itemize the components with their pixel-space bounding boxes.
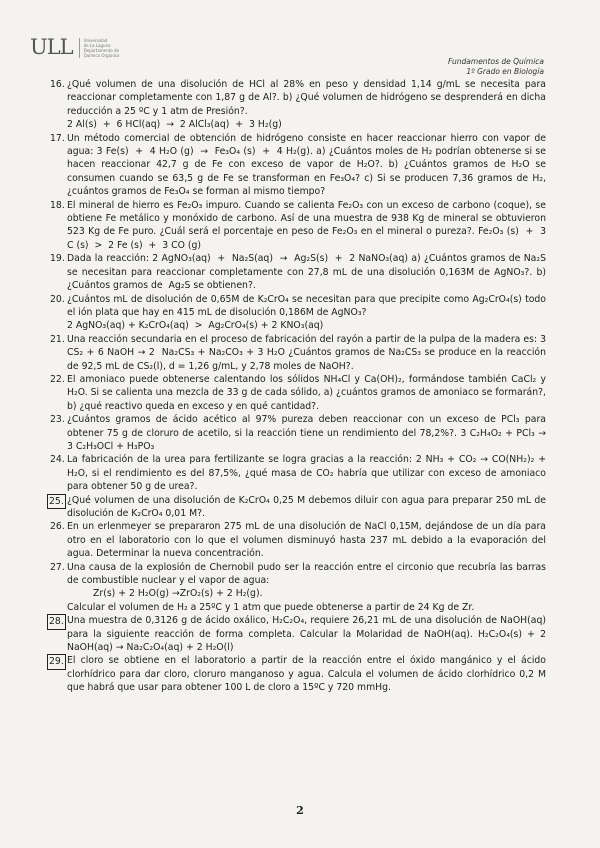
logo-mark: ULL [30,35,73,59]
reaction-equation: 2 Al(s) + 6 HCl(aq) → 2 AlCl₃(aq) + 3 H₂(g) [67,119,282,131]
question-text: ¿Cuántos mL de disolución de 0,65M de K₂CrO₄ se necesitan para que precipite como Ag₂CrO₄(s) todo el ión plata que hay en 415 mL de disolución 0,186M de AgNO₃? [67,293,549,318]
question-text: Un método comercial de obtención de hidrógeno consiste en hacer reaccionar hierro con vapor de agua: 3 Fe(s) + 4 H₂O (g) → Fe₃O₄ (s) + 4 H₂(g). a) ¿Cuántos moles de H₂ podrían obtenerse si se hacen reaccionar 42,7 g de Fe con exceso de vapor de H₂O?. b) ¿Cuántos gramos de H₂O se consumen cuando se 63,5 g de Fe se transforman en Fe₃O₄? c) Si se producen 7,36 gramos de H₂, ¿cuántos gramos de Fe₃O₄ se forman al mismo tiempo? [67,132,549,198]
question-number: 29. [47,654,66,669]
course-header [448,57,544,77]
question-text: En un erlenmeyer se prepararon 275 mL de una disolución de NaCl 0,15M, dejándose de un día para otro en el laboratorio con lo que el volumen disminuyó hasta 237 mL debido a la evaporación del agua. Determinar la nueva concentración. [67,521,549,560]
course-title: Fundamentos de Química [448,57,544,66]
question-number: 17. [50,132,65,144]
logo-line: Departamento de [83,48,119,53]
question-item [50,520,549,560]
question-item [50,413,549,453]
page-number: 2 [296,804,304,817]
question-text: El mineral de hierro es Fe₂O₃ impuro. Cuando se calienta Fe₂O₃ con un exceso de carbono (coque), se obtiene Fe metálico y monóxido de carbono. Así de una muestra de 938 Kg de mineral se obtuvieron 523 Kg de Fe puro. ¿Cuál será el porcentaje en peso de Fe₂O₃ en el mineral o pureza?. Fe₂O₃ (s) + 3 C (s) > 2 Fe (s) + 3 CO (g) [67,199,549,251]
question-text: Una causa de la explosión de Chernobil pudo ser la reacción entre el circonio que recubría las barras de combustible nuclear y el vapor de agua: [67,561,549,587]
logo-line: Química Orgánica [83,53,120,58]
question-number: 21. [50,333,65,345]
question-text: ¿Qué volumen de una disolución de K₂CrO₄ 0,25 M debemos diluir con agua para preparar 250 mL de disolución de K₂CrO₄ 0,01 M?. [67,494,549,519]
question-text: La fabricación de la urea para fertilizante se logra gracias a la reacción: 2 NH₃ + CO₂ → CO(NH₂)₂ + H₂O, si el rendimiento es del 87,5%, ¿qué masa de CO₂ habría que utilizar con exceso de amoniaco para obtener 50 g de urea?. [67,454,549,493]
reaction-equation: Zr(s) + 2 H₂O(g) →ZrO₂(s) + 2 H₂(g). [93,588,263,600]
question-item [49,614,549,654]
question-item [49,654,549,694]
question-item [50,453,549,493]
question-followup: Calcular el volumen de H₂ a 25ºC y 1 atm que puede obtenerse a partir de 24 Kg de Zr. [67,601,475,613]
logo-line: de La Laguna [83,43,111,48]
question-text: Una muestra de 0,3126 g de ácido oxálico, H₂C₂O₄, requiere 26,21 mL de una disolución de NaOH(aq) para la siguiente reacción de forma completa. Calcular la Molaridad de NaOH(aq). H₂C₂O₄(s) + 2 NaOH(aq) → Na₂C₂O₄(aq) + 2 H₂O(l) [67,615,549,654]
question-number: 20. [50,293,65,305]
question-number: 23. [50,414,65,426]
question-item [50,199,549,253]
question-item [50,333,549,373]
question-text: ¿Cuántos gramos de ácido acético al 97% pureza deben reaccionar con un exceso de PCl₃ para obtener 75 g de cloruro de acetilo, si la reacción tiene un rendimiento del 78,2%?. 3 C₂H₄O₂ + PCl₃ → 3 C₂H₃OCl + H₃PO₃ [67,414,549,452]
logo-line: Universidad [83,38,108,43]
logo-caption [79,38,120,58]
question-number: 28. [47,614,66,629]
question-number: 18. [50,199,65,211]
question-text: Dada la reacción: 2 AgNO₃(aq) + Na₂S(aq) → Ag₂S(s) + 2 NaNO₃(aq) a) ¿Cuántos gramos de Na₂S se necesitan para reaccionar completamente con 27,8 mL de una disolución 0,163M de AgNO₃?. b) ¿Cuántos gramos de Ag₂S se obtienen?. [67,253,549,292]
question-item [50,561,549,615]
question-text: El amoniaco puede obtenerse calentando los sólidos NH₄Cl y Ca(OH)₂, formándose también CaCl₂ y H₂O. Si se calienta una mezcla de 33 g de cada sólido, a) ¿cuántos gramos de amoniaco se formarán?, b) ¿qué reactivo queda en exceso y en qué cantidad?. [67,373,549,412]
question-number: 24. [50,454,65,466]
university-logo [30,36,119,58]
question-number: 25. [47,494,66,509]
question-number: 27. [50,561,65,573]
question-number: 19. [50,253,65,265]
question-number: 22. [50,373,65,385]
course-subtitle: 1º Grado en Biología [466,67,544,76]
question-text: ¿Qué volumen de una disolución de HCl al 28% en peso y densidad 1,14 g/mL se necesita para reaccionar completamente con 1,87 g de Al?. b) ¿Qué volumen de hidrógeno se desprenderá en dicha reducción a 25 ºC y 1 atm de Presión?. [67,79,549,117]
question-item [50,373,549,413]
question-list [49,78,549,695]
question-item [50,252,549,292]
question-number: 26. [50,521,65,533]
question-item [50,132,549,199]
question-number: 16. [50,79,65,90]
question-item [49,494,549,521]
reaction-equation: 2 AgNO₃(aq) + K₂CrO₄(aq) > Ag₂CrO₄(s) + 2 KNO₃(aq) [67,320,324,332]
question-item [50,293,549,333]
question-text: Una reacción secundaria en el proceso de fabricación del rayón a partir de la pulpa de la madera es: 3 CS₂ + 6 NaOH → 2 Na₂CS₃ + Na₂CO₃ + 3 H₂O ¿Cuántos gramos de Na₂CS₃ se produce en la reacción de 92,5 mL de CS₂(l), d = 1,26 g/mL, y 2,78 moles de NaOH?. [67,333,549,372]
question-item [50,78,549,132]
question-text: El cloro se obtiene en el laboratorio a partir de la reacción entre el óxido mangánico y el ácido clorhídrico para dar cloro, cloruro manganoso y agua. Calcula el volumen de ácido clorhídrico 0,2 M que habrá que usar para obtener 100 L de cloro a 15ºC y 720 mmHg. [67,655,549,694]
